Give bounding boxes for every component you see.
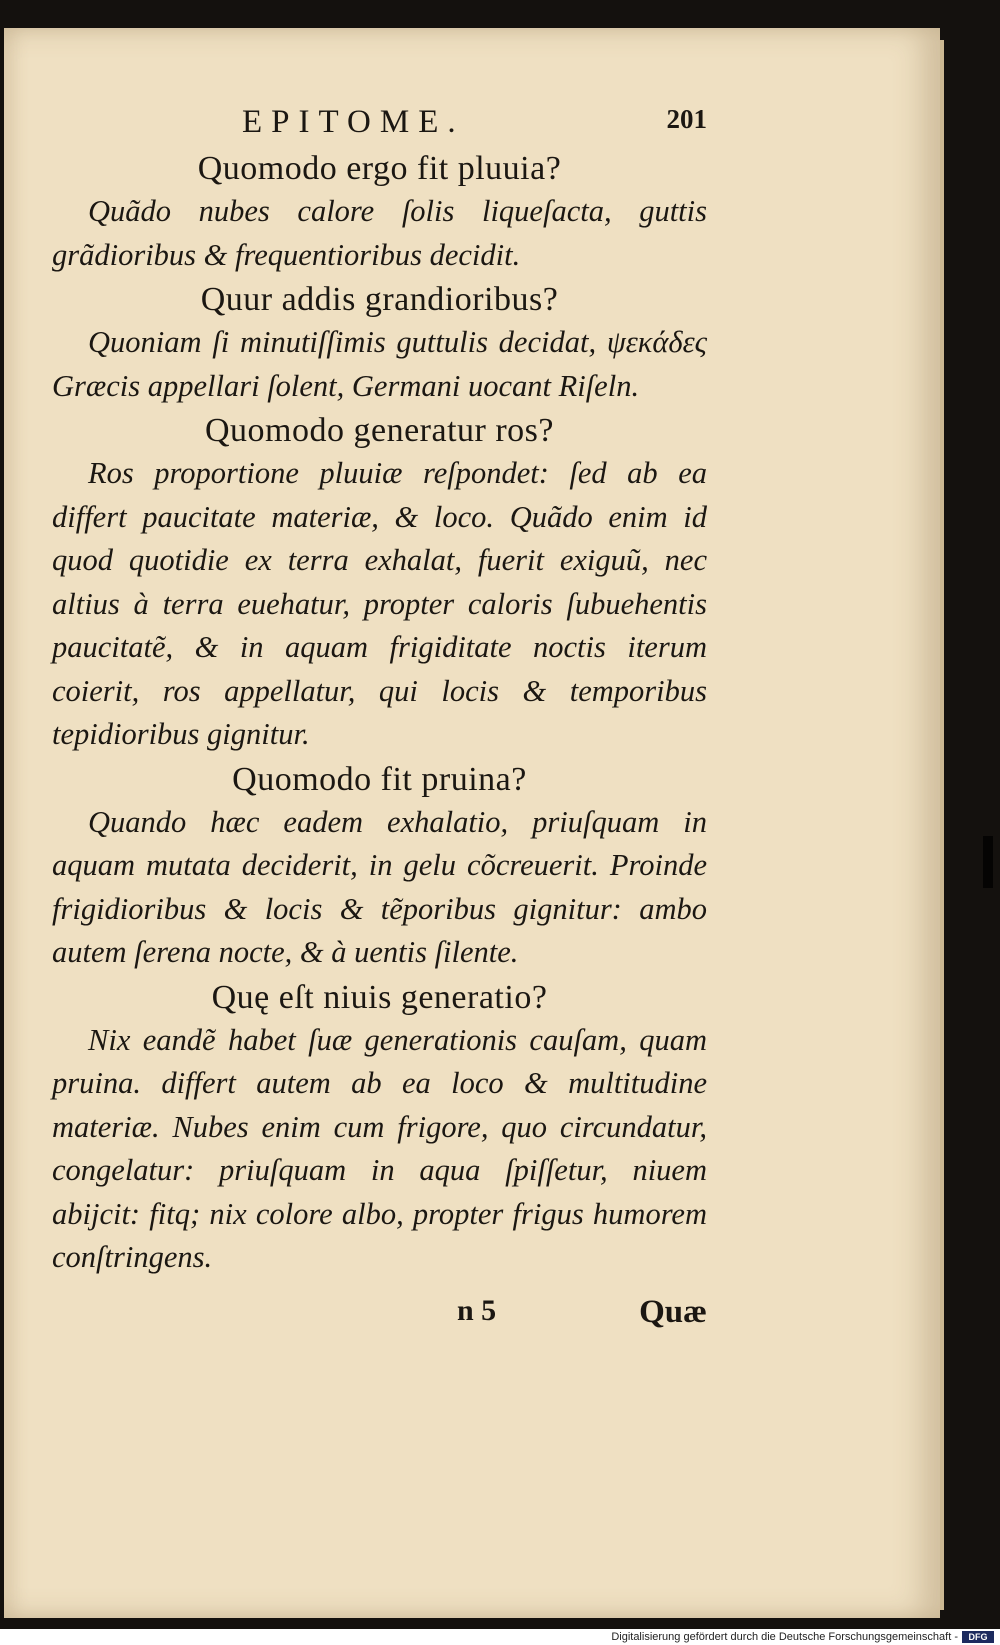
- running-head: [52, 104, 707, 148]
- answer-paragraph: Quoniam ſi minutiſſimis guttulis decidat, ψεκάδες Græcis appellari ſolent, Germani uocant Riſeln.: [52, 325, 707, 403]
- catchword: Quæ: [639, 1293, 707, 1330]
- digitization-footer: [0, 1629, 1000, 1645]
- question-heading: Quomodo ergo fit pluuia?: [197, 150, 562, 187]
- running-title: EPITOME.: [242, 104, 465, 140]
- question-heading: Quur addis grandioribus?: [200, 281, 559, 318]
- signature-mark: n 5: [457, 1293, 497, 1327]
- answer-paragraph: Quando hæc eadem exhalatio, priuſquam in aquam mutata deciderit, in gelu cõcreuerit. Proinde frigidioribus & locis & tẽporibus gignitur: ambo autem ſerena nocte, & à uentis ſilente.: [52, 804, 707, 969]
- page-number: 201: [666, 104, 707, 134]
- catchline: [52, 1294, 707, 1344]
- answer-paragraph: Nix eandẽ habet ſuæ generationis cauſam, quam pruina. differt autem ab ea loco & multitudine materiæ. Nubes enim cum frigore, quo circundatur, congelatur: priuſquam in aqua ſpiſſetur, niuem abijcit: fitq; nix colore albo, propter frigus humorem conſtringens.: [52, 1022, 707, 1274]
- edge-shadow: [983, 836, 993, 888]
- page-edge: [940, 40, 944, 1610]
- funding-credit: Digitalisierung gefördert durch die Deutsche Forschungsgemeinschaft -: [611, 1631, 958, 1643]
- question-heading: Quomodo generatur ros?: [204, 412, 554, 449]
- answer-paragraph: Quãdo nubes calore ſolis liqueſacta, guttis grãdioribus & frequentioribus decidit.: [52, 194, 707, 272]
- question-heading: Quę eſt niuis generatio?: [211, 978, 548, 1016]
- text-block: [52, 104, 707, 1344]
- question-heading: Quomodo fit pruina?: [232, 760, 527, 798]
- dfg-logo: DFG: [962, 1631, 994, 1643]
- answer-paragraph: Ros proportione pluuiæ reſpondet: ſed ab ea differt paucitate materiæ, & loco. Quãdo enim id quod quotidie ex terra exhalat, fuerit exiguũ, nec altius à terra euehatur, propter caloris ſubuehentis paucitatẽ, & in aquam frigiditate noctis iterum coierit, ros appellatur, qui locis & temporibus tepidioribus gignitur.: [52, 456, 707, 751]
